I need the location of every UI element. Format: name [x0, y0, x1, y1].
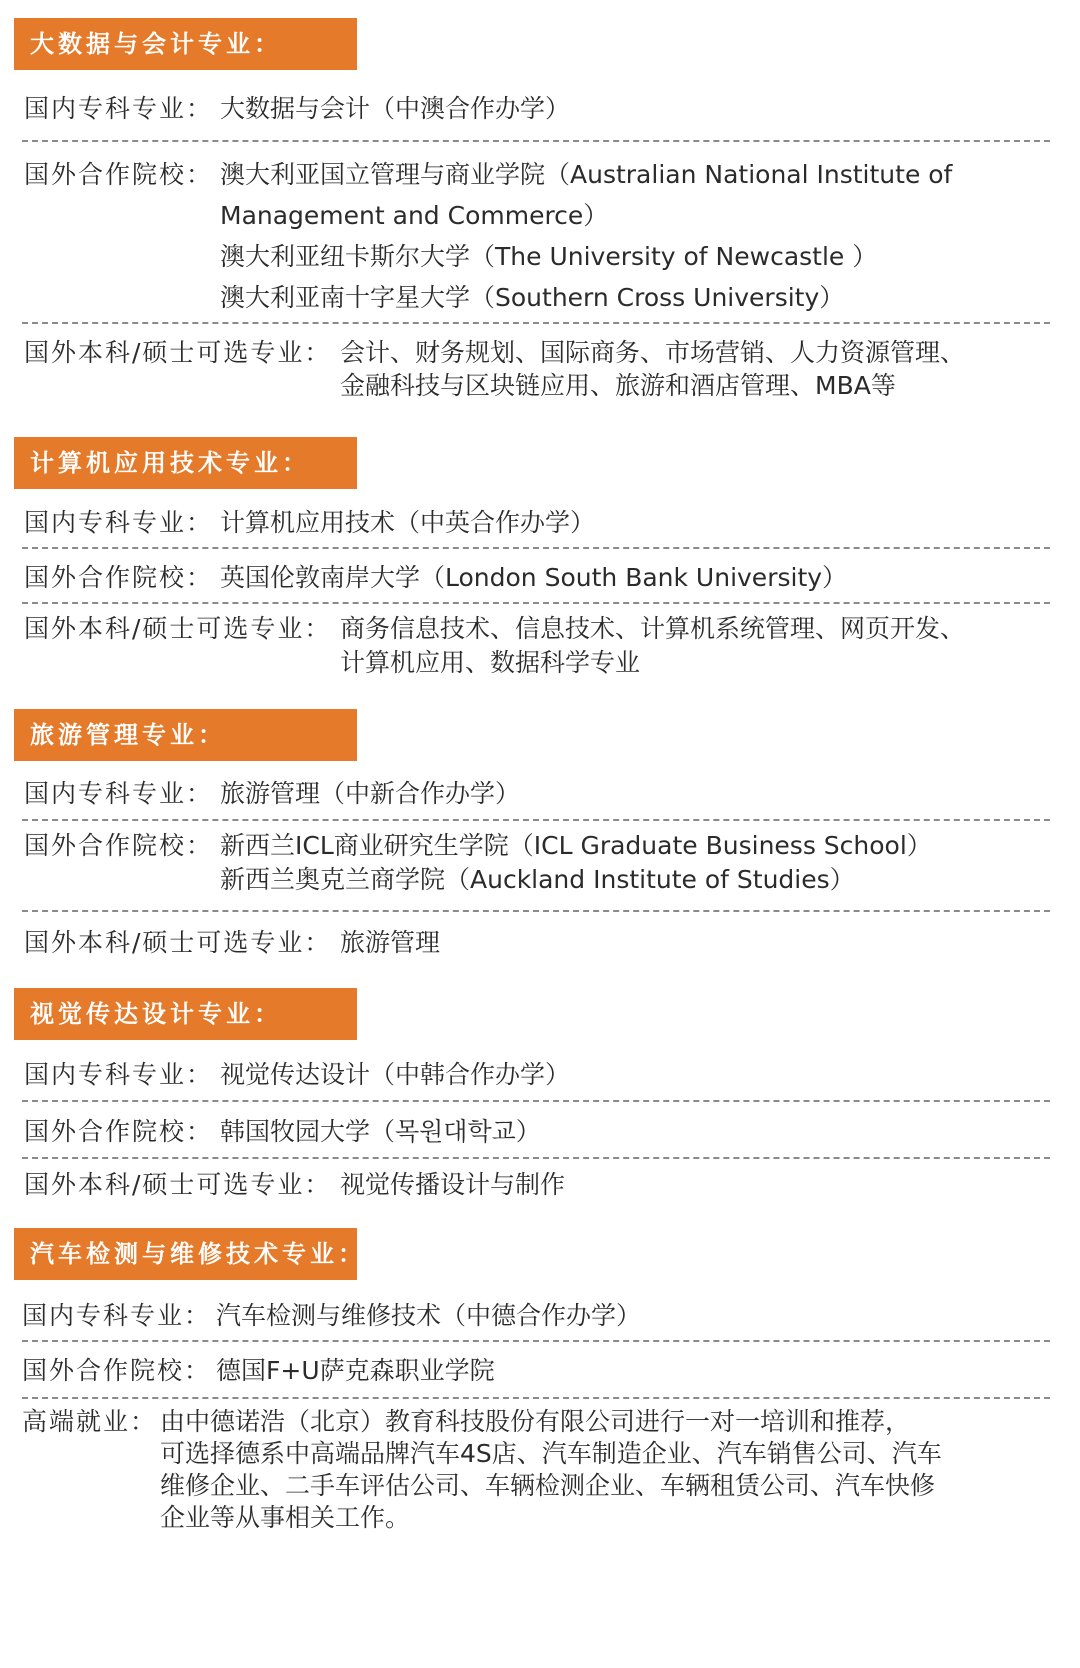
high-end-employment-line: 维修企业、二手车评估公司、车辆检测企业、车辆租赁公司、汽车快修 [160, 1471, 936, 1500]
dashed-divider [22, 140, 1050, 142]
overseas-major-line: 会计、财务规划、国际商务、市场营销、人力资源管理、 [340, 338, 966, 367]
domestic-major-value: 大数据与会计（中澳合作办学） [220, 94, 571, 123]
high-end-employment-line: 可选择德系中高端品牌汽车4S店、汽车制造企业、汽车销售公司、汽车 [160, 1439, 942, 1468]
overseas-major-line: 视觉传播设计与制作 [340, 1170, 566, 1199]
high-end-employment-label: 高端就业： [22, 1407, 158, 1436]
domestic-major-label: 国内专科专业： [24, 508, 214, 537]
partner-school-label: 国外合作院校： [24, 563, 214, 592]
partner-school-line: Management and Commerce） [220, 201, 609, 230]
dashed-divider [22, 602, 1050, 604]
domestic-major-value: 汽车检测与维修技术（中德合作办学） [216, 1301, 642, 1330]
partner-school-line: 澳大利亚国立管理与商业学院（Australian National Institute of [220, 160, 953, 189]
partner-school-line: 德国F+U萨克森职业学院 [216, 1356, 495, 1385]
section-header-visual-communication: 视觉传达设计专业： [14, 988, 357, 1040]
section-header-auto-inspection-repair: 汽车检测与维修技术专业： [14, 1228, 357, 1280]
overseas-major-label: 国外本科/硕士可选专业： [24, 338, 332, 367]
dashed-divider [22, 910, 1050, 912]
partner-school-line: 澳大利亚纽卡斯尔大学（The University of Newcastle ） [220, 242, 878, 271]
dashed-divider [22, 322, 1050, 324]
domestic-major-label: 国内专科专业： [24, 779, 214, 808]
partner-school-line: 英国伦敦南岸大学（London South Bank University） [220, 563, 848, 592]
overseas-major-line: 旅游管理 [340, 928, 441, 957]
overseas-major-label: 国外本科/硕士可选专业： [24, 1170, 332, 1199]
domestic-major-label: 国内专科专业： [24, 1060, 214, 1089]
overseas-major-label: 国外本科/硕士可选专业： [24, 928, 332, 957]
domestic-major-value: 旅游管理（中新合作办学） [220, 779, 521, 808]
overseas-major-line: 计算机应用、数据科学专业 [340, 648, 641, 677]
partner-school-line: 新西兰ICL商业研究生学院（ICL Graduate Business School） [220, 831, 932, 860]
partner-school-label: 国外合作院校： [24, 160, 214, 189]
dashed-divider [22, 547, 1050, 549]
domestic-major-label: 国内专科专业： [24, 94, 214, 123]
partner-school-line: 澳大利亚南十字星大学（Southern Cross University） [220, 283, 845, 312]
dashed-divider [22, 1100, 1050, 1102]
high-end-employment-line: 企业等从事相关工作。 [160, 1503, 411, 1532]
dashed-divider [22, 1157, 1050, 1159]
section-header-big-data-accounting: 大数据与会计专业： [14, 18, 357, 70]
partner-school-line: 韩国牧园大学（목원대학교） [220, 1117, 541, 1146]
overseas-major-label: 国外本科/硕士可选专业： [24, 614, 332, 643]
dashed-divider [22, 819, 1050, 821]
section-header-computer-application: 计算机应用技术专业： [14, 437, 357, 489]
section-header-tourism-management: 旅游管理专业： [14, 709, 357, 761]
dashed-divider [22, 1340, 1050, 1342]
overseas-major-line: 金融科技与区块链应用、旅游和酒店管理、MBA等 [340, 371, 896, 400]
partner-school-label: 国外合作院校： [24, 831, 214, 860]
domestic-major-value: 视觉传达设计（中韩合作办学） [220, 1060, 571, 1089]
partner-school-label: 国外合作院校： [24, 1117, 214, 1146]
high-end-employment-line: 由中德诺浩（北京）教育科技股份有限公司进行一对一培训和推荐， [160, 1407, 911, 1436]
domestic-major-label: 国内专科专业： [22, 1301, 212, 1330]
partner-school-line: 新西兰奥克兰商学院（Auckland Institute of Studies） [220, 865, 855, 894]
overseas-major-line: 商务信息技术、信息技术、计算机系统管理、网页开发、 [340, 614, 966, 643]
partner-school-label: 国外合作院校： [22, 1356, 212, 1385]
domestic-major-value: 计算机应用技术（中英合作办学） [220, 508, 596, 537]
dashed-divider [22, 1397, 1050, 1399]
